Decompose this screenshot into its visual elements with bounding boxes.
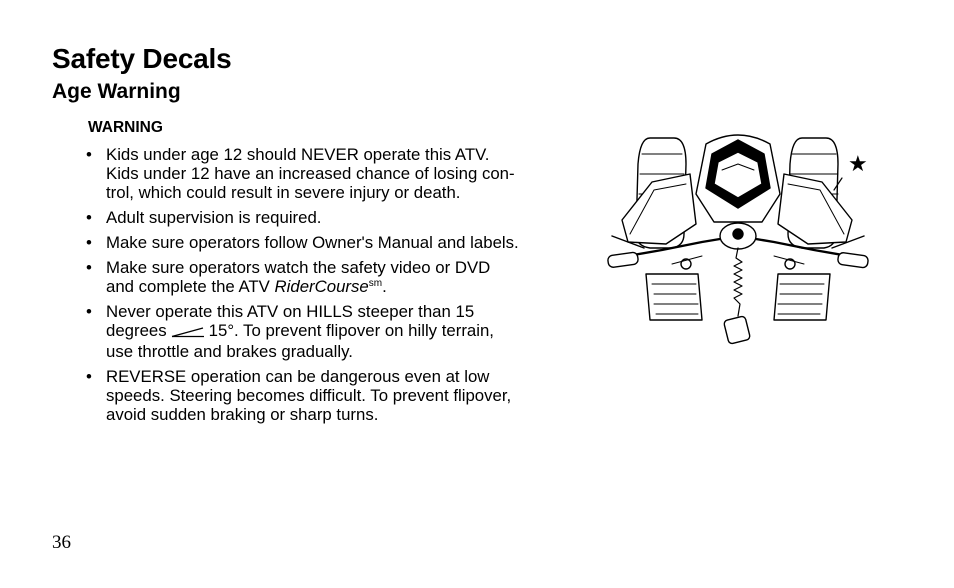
warning-text: • Kids under age 12 should NEVER operate this ATV.: [106, 145, 490, 164]
warning-text: speeds. Steering becomes difficult. To prevent flipover,: [106, 386, 512, 405]
section-subtitle: Age Warning: [52, 80, 181, 103]
warning-text: and complete the ATV: [106, 277, 275, 296]
slope-angle-icon: [171, 323, 205, 342]
service-mark: sm: [368, 278, 383, 289]
warning-item-manual: [84, 233, 562, 252]
warning-text: use throttle and brakes gradually.: [106, 342, 353, 361]
warning-text: Kids under 12 have an increased chance of losing con-: [106, 164, 515, 183]
warning-text: • REVERSE operation can be dangerous even at low: [106, 367, 490, 386]
warning-text-line: [106, 277, 562, 296]
warning-text: • Adult supervision is required.: [106, 208, 322, 227]
warning-label: WARNING: [88, 119, 163, 136]
warning-text: avoid sudden braking or sharp turns.: [106, 405, 379, 424]
warning-item-hills: [84, 302, 562, 361]
page-number: 36: [52, 532, 71, 553]
warning-text: 15°. To prevent flipover on hilly terrain,: [208, 321, 494, 340]
warning-item-age: [84, 145, 562, 202]
warning-text: .: [382, 277, 387, 296]
warning-text: • Make sure operators follow Owner's Manual and labels.: [106, 233, 519, 252]
page-title: Safety Decals: [52, 43, 232, 74]
warning-text: degrees: [106, 321, 167, 340]
warning-text: • Make sure operators watch the safety video or DVD: [106, 258, 491, 277]
ridercourse-text: RiderCourse: [274, 277, 369, 296]
warning-text: • Never operate this ATV on HILLS steeper than 15: [106, 302, 475, 321]
warning-item-supervision: [84, 208, 562, 227]
decal-location-star-icon: ★: [848, 152, 868, 177]
warning-item-reverse: [84, 367, 562, 424]
atv-front-view-illustration: [602, 124, 874, 355]
warning-text: trol, which could result in severe injury or death.: [106, 183, 461, 202]
warning-text-line: [106, 321, 562, 342]
warning-item-video: [84, 258, 562, 296]
warning-list: [84, 145, 562, 430]
